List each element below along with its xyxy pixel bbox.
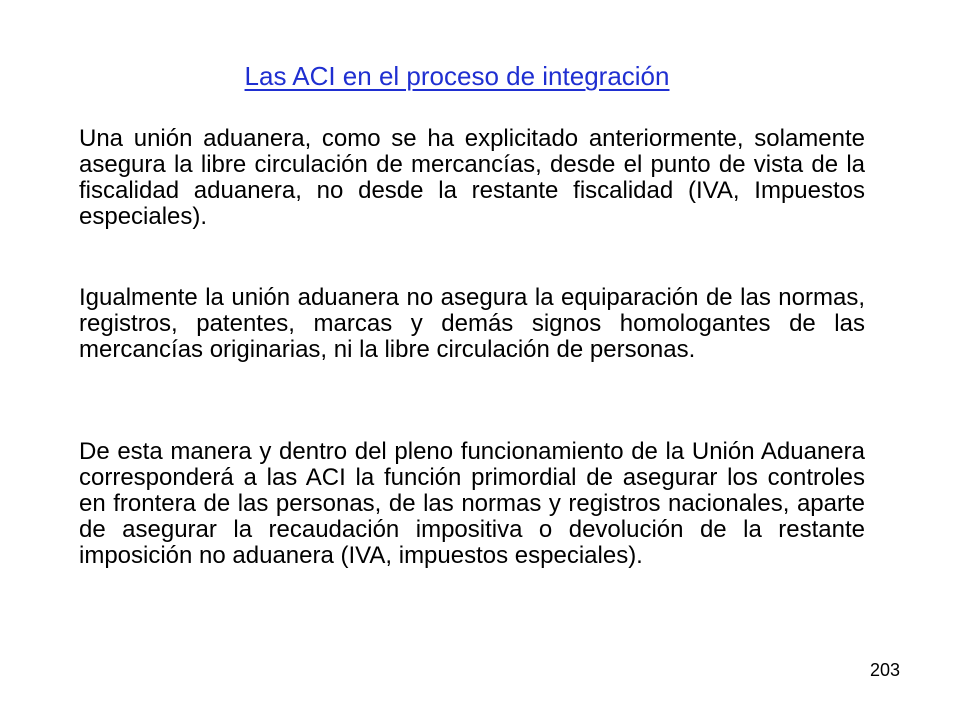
paragraph-customs-union-circulation: Una unión aduanera, como se ha explicitado anteriormente, solamente asegura la libre circulación de mercancías, desde el punto de vista de la fiscalidad aduanera, no desde la restante fiscalidad (IVA, Impuestos especiales).: [79, 125, 865, 230]
paragraph-aci-function: De esta manera y dentro del pleno funcionamiento de la Unión Aduanera corresponderá a las ACI la función primordial de asegurar los controles en frontera de las personas, de las normas y registros nacionales, aparte de asegurar la recaudación impositiva o devolución de la restante imposición no aduanera (IVA, impuestos especiales).: [79, 438, 865, 569]
slide-title-text: Las ACI en el proceso de integración: [244, 61, 670, 91]
slide-title: [0, 58, 960, 94]
paragraph-norms-equivalence: Igualmente la unión aduanera no asegura la equiparación de las normas, registros, patentes, marcas y demás signos homologantes de las mercancías originarias, ni la libre circulación de personas.: [79, 284, 865, 363]
page-number: 203: [869, 660, 900, 680]
